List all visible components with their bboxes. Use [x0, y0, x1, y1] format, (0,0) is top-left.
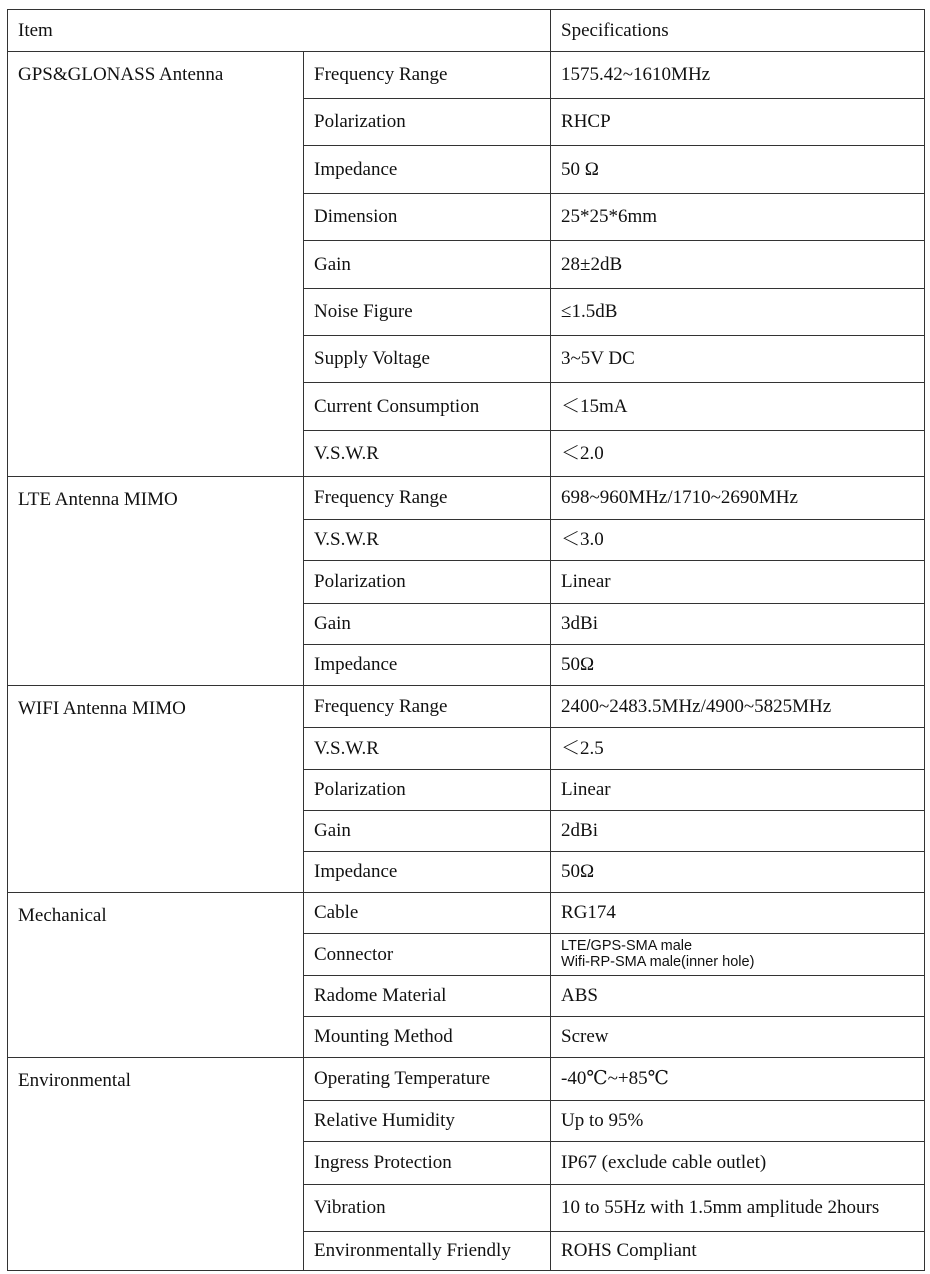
param-cell: V.S.W.R — [304, 520, 551, 561]
group-lte: LTE Antenna MIMO — [8, 477, 304, 686]
param-cell: Connector — [304, 934, 551, 976]
value-cell: 2400~2483.5MHz/4900~5825MHz — [551, 686, 925, 728]
param-cell: Cable — [304, 893, 551, 934]
value-cell: Up to 95% — [551, 1101, 925, 1142]
param-cell: Impedance — [304, 645, 551, 686]
table-row — [8, 686, 925, 728]
table-row — [8, 477, 925, 520]
value-cell: 3dBi — [551, 604, 925, 645]
value-cell: ＜2.5 — [551, 728, 925, 770]
param-cell: Polarization — [304, 770, 551, 811]
value-cell: 2dBi — [551, 811, 925, 852]
param-cell: Relative Humidity — [304, 1101, 551, 1142]
value-cell: ROHS Compliant — [551, 1232, 925, 1271]
value-cell: Screw — [551, 1017, 925, 1058]
table-row — [8, 1058, 925, 1101]
param-cell: Gain — [304, 604, 551, 645]
param-cell: Operating Temperature — [304, 1058, 551, 1101]
value-cell: 50 Ω — [551, 146, 925, 194]
param-cell: Supply Voltage — [304, 336, 551, 383]
value-cell: 28±2dB — [551, 241, 925, 289]
param-cell: Environmentally Friendly — [304, 1232, 551, 1271]
value-cell: IP67 (exclude cable outlet) — [551, 1142, 925, 1185]
value-cell: Linear — [551, 770, 925, 811]
param-cell: Dimension — [304, 194, 551, 241]
param-cell: Frequency Range — [304, 686, 551, 728]
group-environmental: Environmental — [8, 1058, 304, 1271]
param-cell: Polarization — [304, 99, 551, 146]
table-row — [8, 893, 925, 934]
value-cell: Linear — [551, 561, 925, 604]
param-cell: Frequency Range — [304, 52, 551, 99]
value-cell: 10 to 55Hz with 1.5mm amplitude 2hours — [551, 1185, 925, 1232]
group-gps-glonass: GPS&GLONASS Antenna — [8, 52, 304, 477]
spec-table — [7, 9, 925, 1271]
group-mechanical: Mechanical — [8, 893, 304, 1058]
value-cell: 25*25*6mm — [551, 194, 925, 241]
param-cell: Polarization — [304, 561, 551, 604]
param-cell: Gain — [304, 811, 551, 852]
header-row — [8, 10, 925, 52]
value-cell: ≤1.5dB — [551, 289, 925, 336]
param-cell: Frequency Range — [304, 477, 551, 520]
param-cell: V.S.W.R — [304, 728, 551, 770]
param-cell: Current Consumption — [304, 383, 551, 431]
connector-value-cell — [551, 934, 925, 976]
header-item: Item — [8, 10, 551, 52]
param-cell: Gain — [304, 241, 551, 289]
param-cell: Impedance — [304, 146, 551, 194]
param-cell: Noise Figure — [304, 289, 551, 336]
value-cell: RG174 — [551, 893, 925, 934]
value-cell: 50Ω — [551, 645, 925, 686]
value-cell: 698~960MHz/1710~2690MHz — [551, 477, 925, 520]
value-cell: 1575.42~1610MHz — [551, 52, 925, 99]
param-cell: Mounting Method — [304, 1017, 551, 1058]
value-cell: RHCP — [551, 99, 925, 146]
param-cell: Radome Material — [304, 976, 551, 1017]
value-cell: ＜3.0 — [551, 520, 925, 561]
param-cell: Vibration — [304, 1185, 551, 1232]
value-cell: ABS — [551, 976, 925, 1017]
value-cell: -40℃~+85℃ — [551, 1058, 925, 1101]
param-cell: V.S.W.R — [304, 431, 551, 477]
group-wifi: WIFI Antenna MIMO — [8, 686, 304, 893]
value-cell: ＜2.0 — [551, 431, 925, 477]
value-cell: ＜15mA — [551, 383, 925, 431]
param-cell: Impedance — [304, 852, 551, 893]
connector-line-2: Wifi-RP-SMA male(inner hole) — [561, 953, 755, 970]
header-specifications: Specifications — [551, 10, 925, 52]
param-cell: Ingress Protection — [304, 1142, 551, 1185]
connector-line-1: LTE/GPS-SMA male — [561, 937, 693, 954]
value-cell: 3~5V DC — [551, 336, 925, 383]
value-cell: 50Ω — [551, 852, 925, 893]
table-row — [8, 52, 925, 99]
